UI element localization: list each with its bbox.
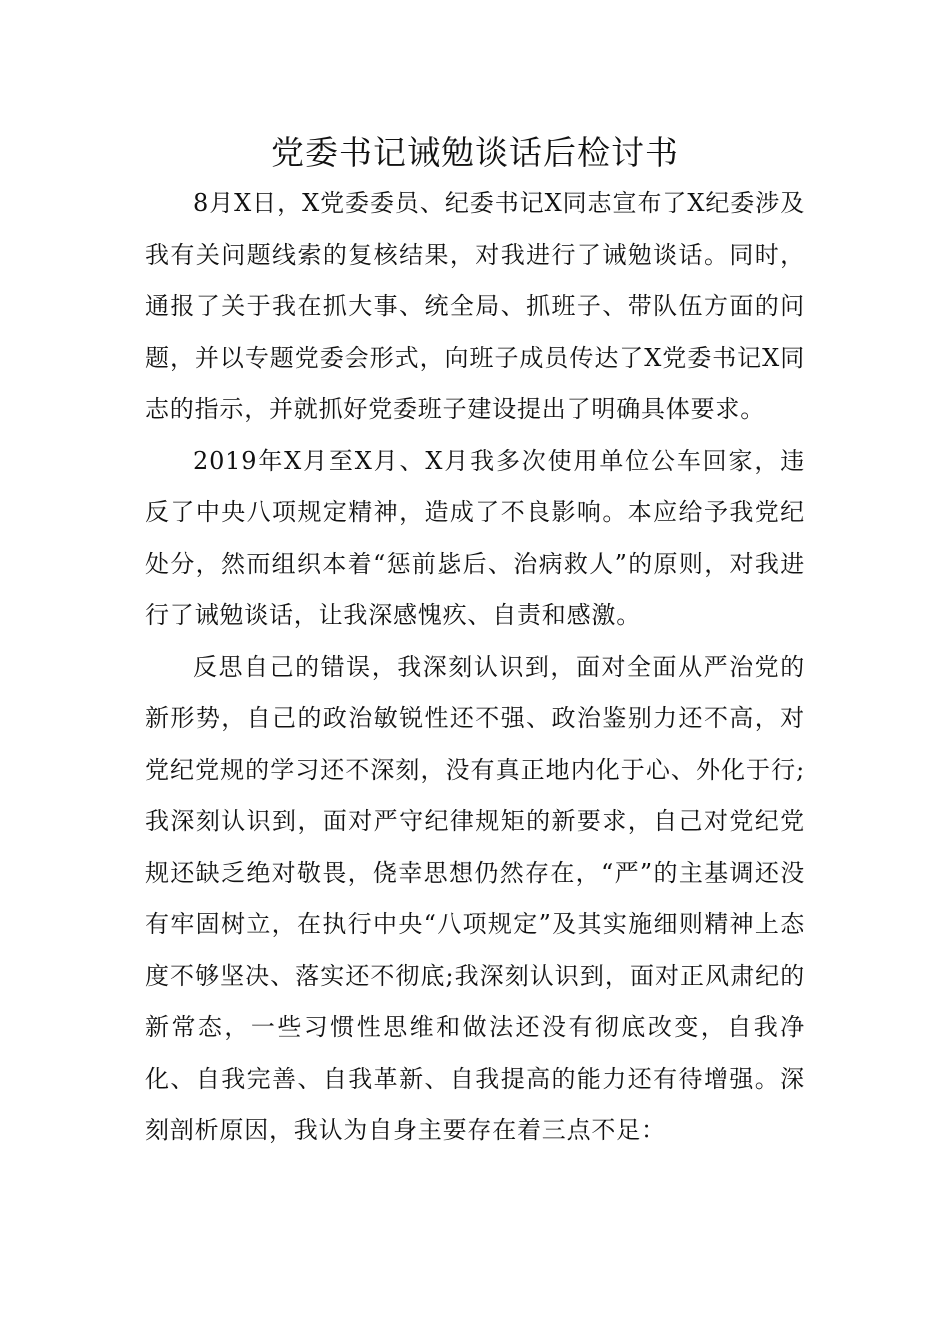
document-title: 党委书记诫勉谈话后检讨书: [271, 133, 679, 172]
document-body: [145, 178, 805, 1157]
paragraph-2: 2019年X月至X月、X月我多次使用单位公车回家，违反了中央八项规定精神，造成了不良影响。本应给予我党纪处分，然而组织本着“惩前毖后、治病救人”的原则，对我进行了诫勉谈话，让我深感愧疚、自责和感激。: [145, 446, 805, 629]
paragraph-1: 8月X日，X党委委员、纪委书记X同志宣布了X纪委涉及我有关问题线索的复核结果，对我进行了诫勉谈话。同时，通报了关于我在抓大事、统全局、抓班子、带队伍方面的问题，并以专题党委会形式，向班子成员传达了X党委书记X同志的指示，并就抓好党委班子建设提出了明确具体要求。: [145, 189, 805, 423]
paragraph-3: 反思自己的错误，我深刻认识到，面对全面从严治党的新形势，自己的政治敏锐性还不强、政治鉴别力还不高，对党纪党规的学习还不深刻，没有真正地内化于心、外化于行;我深刻认识到，面对严守纪律规矩的新要求，自己对党纪党规还缺乏绝对敬畏，侥幸思想仍然存在，“严”的主基调还没有牢固树立，在执行中央“八项规定”及其实施细则精神上态度不够坚决、落实还不彻底;我深刻认识到，面对正风肃纪的新常态，一些习惯性思维和做法还没有彻底改变，自我净化、自我完善、自我革新、自我提高的能力还有待增强。深刻剖析原因，我认为自身主要存在着三点不足：: [145, 652, 805, 1144]
